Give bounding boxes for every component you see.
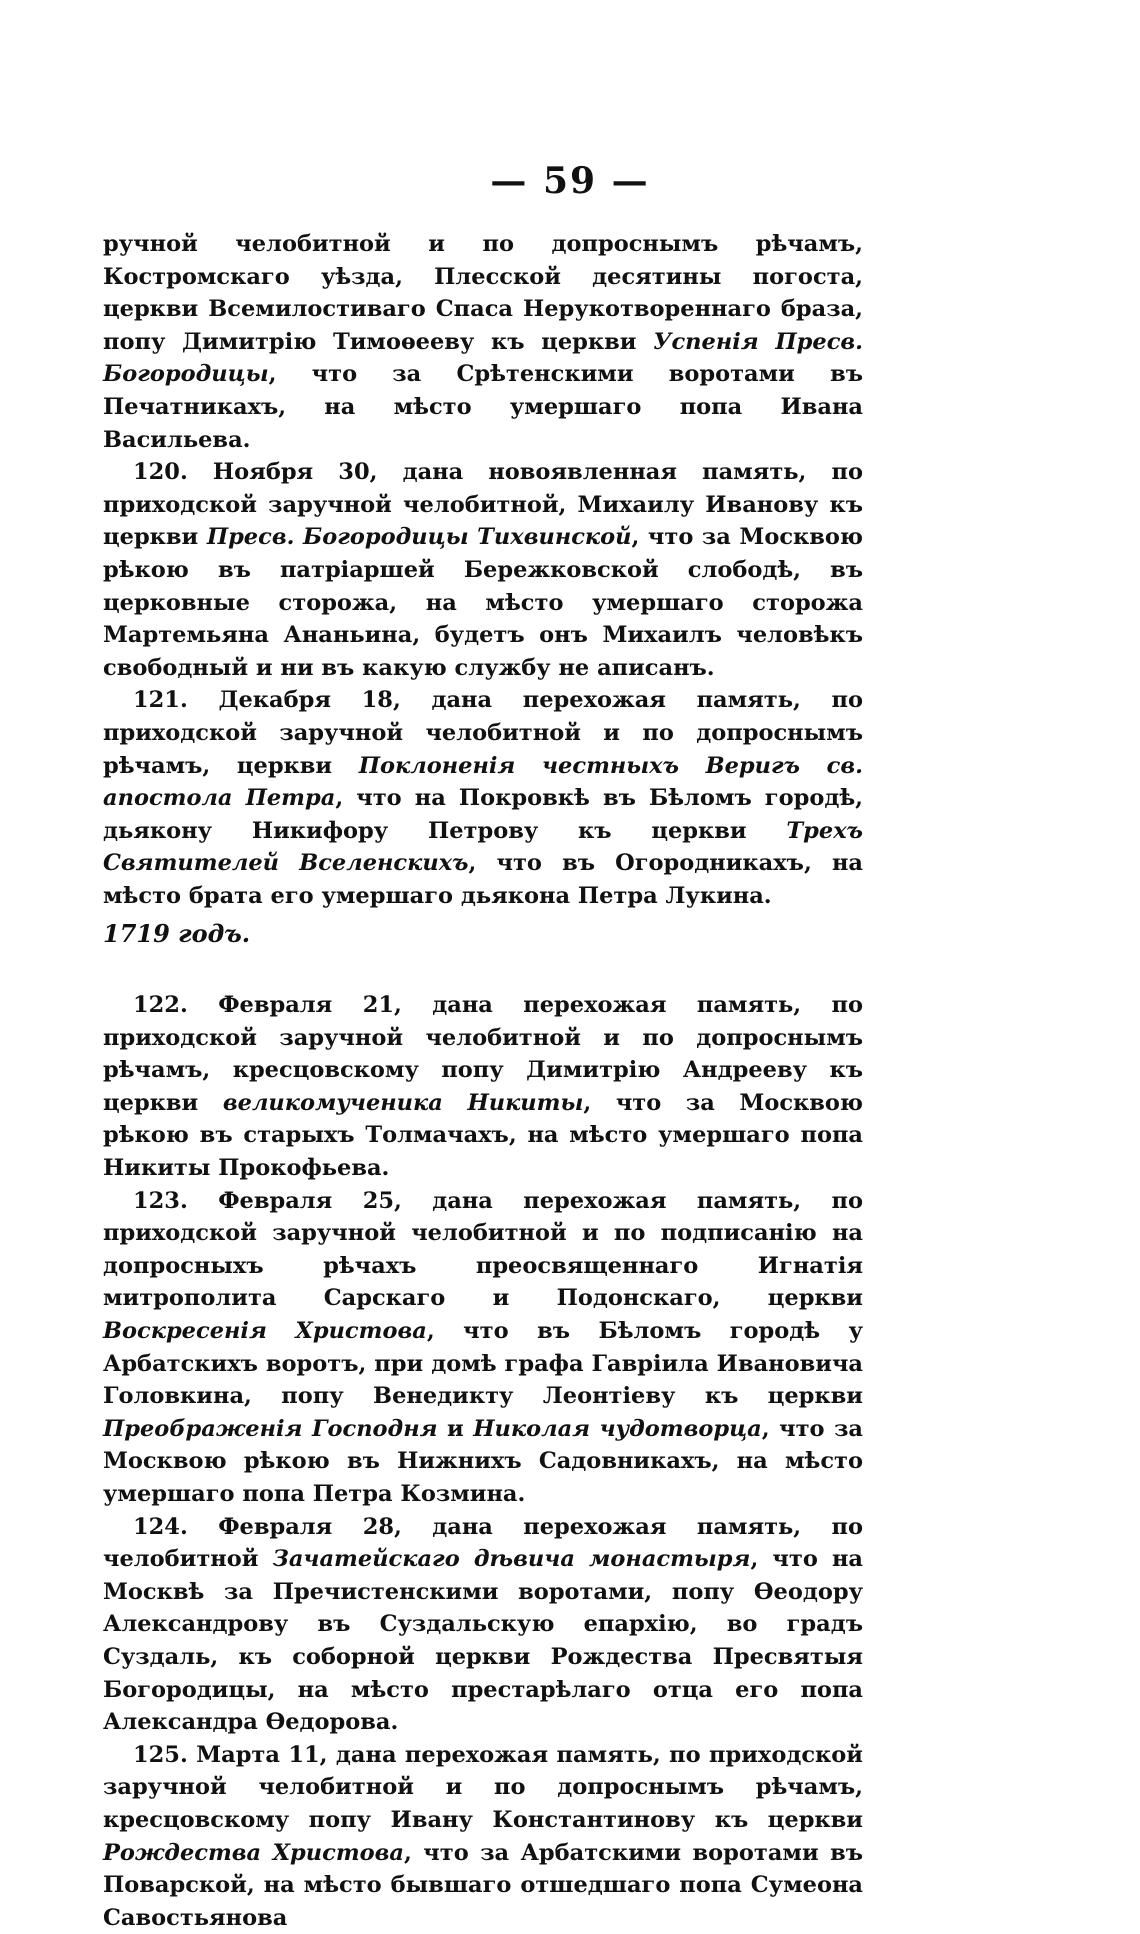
page-number: — 59 — — [490, 160, 650, 202]
year-heading: 1719 годъ. — [103, 919, 251, 949]
page-body — [103, 228, 863, 1934]
entry-123: 123. Февраля 25, дана перехожая память, по приходской заручной челобитной и по подписанію на допросныхъ рѣчахъ преосвященнаго Игнатія митрополита Сарскаго и Подонскаго, церкви Воскресенія Христова, что въ Бѣломъ городѣ у Арбатскихъ воротъ, при домѣ графа Гавріила Ивановича Головкина, попу Венедикту Леонтіеву къ церкви Преображенія Господня и Николая чудотворца, что за Москвою рѣкою въ Нижнихъ Садовникахъ, на мѣсто умершаго попа Петра Козмина. — [103, 1187, 864, 1507]
entry-121: 121. Декабря 18, дана перехожая память, по приходской заручной челобитной и по допроснымъ рѣчамъ, церкви Поклоненія честныхъ Веригъ св. апостола Петра, что на Покровкѣ въ Бѣломъ городѣ, дьякону Никифору Петрову къ церкви Трехъ Святителей Вселенскихъ, что въ Огородникахъ, на мѣсто брата его умершаго дьякона Петра Лукина. — [103, 687, 863, 909]
entry-120: 120. Ноября 30, дана новоявленная память, по приходской заручной челобитной, Михаилу Иванову къ церкви Пресв. Богородицы Тихвинской, что за Москвою рѣкою въ патріаршей Бережковской слободѣ, въ церковные сторожа, на мѣсто умершаго сторожа Мартемьяна Ананьина, будетъ онъ Михаилъ человѣкъ свободный и ни въ какую службу не аписанъ. — [103, 459, 863, 681]
entry-124: 124. Февраля 28, дана перехожая память, по челобитной Зачатейскаго дѣвича монастыря, что на Москвѣ за Пречистенскими воротами, попу Ѳеодору Александрову въ Суздальскую епархію, во градъ Суздаль, къ соборной церкви Рождества Пресвятыя Богородицы, на мѣсто престарѣлаго отца его попа Александра Ѳедорова. — [103, 1513, 863, 1736]
continuation-paragraph: ручной челобитной и по допроснымъ рѣчамъ, Костромскаго уѣзда, Плесской десятины погоста, церкви Всемилостиваго Спаса Нерукотвореннаго браза, попу Димитрію Тимоѳееву къ церкви Успенія Пресв. Богородицы, что за Срѣтенскими воротами въ Печатникахъ, на мѣсто умершаго попа Ивана Васильева. — [103, 231, 863, 453]
entry-125: 125. Марта 11, дана перехожая память, по приходской заручной челобитной и по допроснымъ рѣчамъ, кресцовскому попу Ивану Константинову къ церкви Рождества Христова, что за Арбатскими воротами въ Поварской, на мѣсто бывшаго отшедшаго попа Сумеона Савостьянова — [103, 1741, 863, 1931]
entry-122: 122. Февраля 21, дана перехожая память, по приходской заручной челобитной и по допроснымъ рѣчамъ, кресцовскому попу Димитрію Андрееву къ церкви великомученика Никиты, что за Москвою рѣкою въ старыхъ Толмачахъ, на мѣсто умершаго попа Никиты Прокофьева. — [103, 992, 864, 1182]
